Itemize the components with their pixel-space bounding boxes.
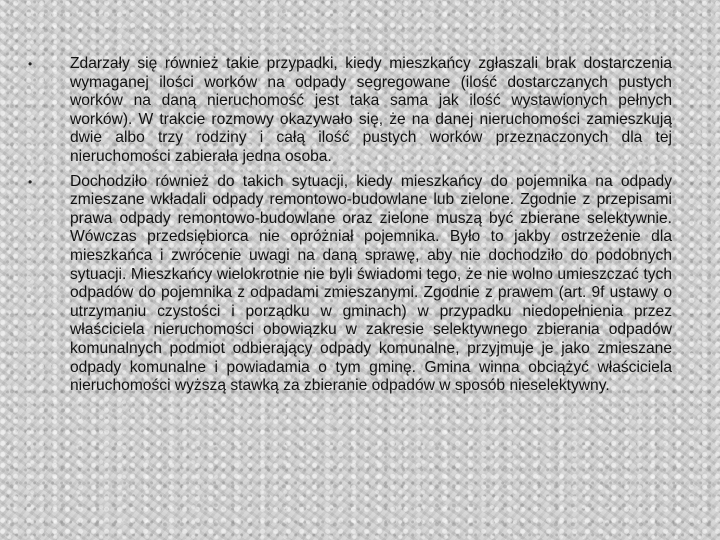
bullet-marker: • [28, 57, 33, 71]
bullet-list [28, 55, 672, 402]
bullet-item [28, 173, 672, 396]
bullet-text: Zdarzały się również takie przypadki, kiedy mieszkańcy zgłaszali brak dostarczenia wymaganej ilości worków na odpady segregowane (ilość dostarczanych pustych worków na daną nieruchomość jest taka sama jak ilość wystawionych pełnych worków). W trakcie rozmowy okazywało się, że na danej nieruchomości zamieszkują dwie albo trzy rodziny i całą ilość pustych worków przeznaczonych dla tej nieruchomości zabierała jedna osoba. [70, 55, 672, 165]
bullet-text: Dochodziło również do takich sytuacji, kiedy mieszkańcy do pojemnika na odpady zmieszane wkładali odpady remontowo-budowlane lub zielone. Zgodnie z przepisami prawa odpady remontowo-budowlane oraz zielone muszą być zbierane selektywnie. Wówczas przedsiębiorca nie opróżniał pojemnika. Było to jakby ostrzeżenie dla mieszkańca i zwrócenie uwagi na daną sprawę, aby nie dochodziło do podobnych sytuacji. Mieszkańcy wielokrotnie nie byli świadomi tego, że nie wolno umieszczać tych odpadów do pojemnika z odpadami zmieszanymi. Zgodnie z prawem (art. 9f ustawy o utrzymaniu czystości i porządku w gminach) w przypadku niedopełnienia przez właściciela nieruchomości obowiązku w zakresie selektywnego zbierania odpadów komunalnych podmiot odbierający odpady komunalne, przyjmuje je jako zmieszane odpady komunalne i powiadamia o tym gminę. Gmina winna obciążyć właściciela nieruchomości wyższą stawką za zbieranie odpadów w sposób nieselektywny. [70, 172, 672, 395]
bullet-item [28, 55, 672, 167]
bullet-marker: • [28, 174, 33, 189]
